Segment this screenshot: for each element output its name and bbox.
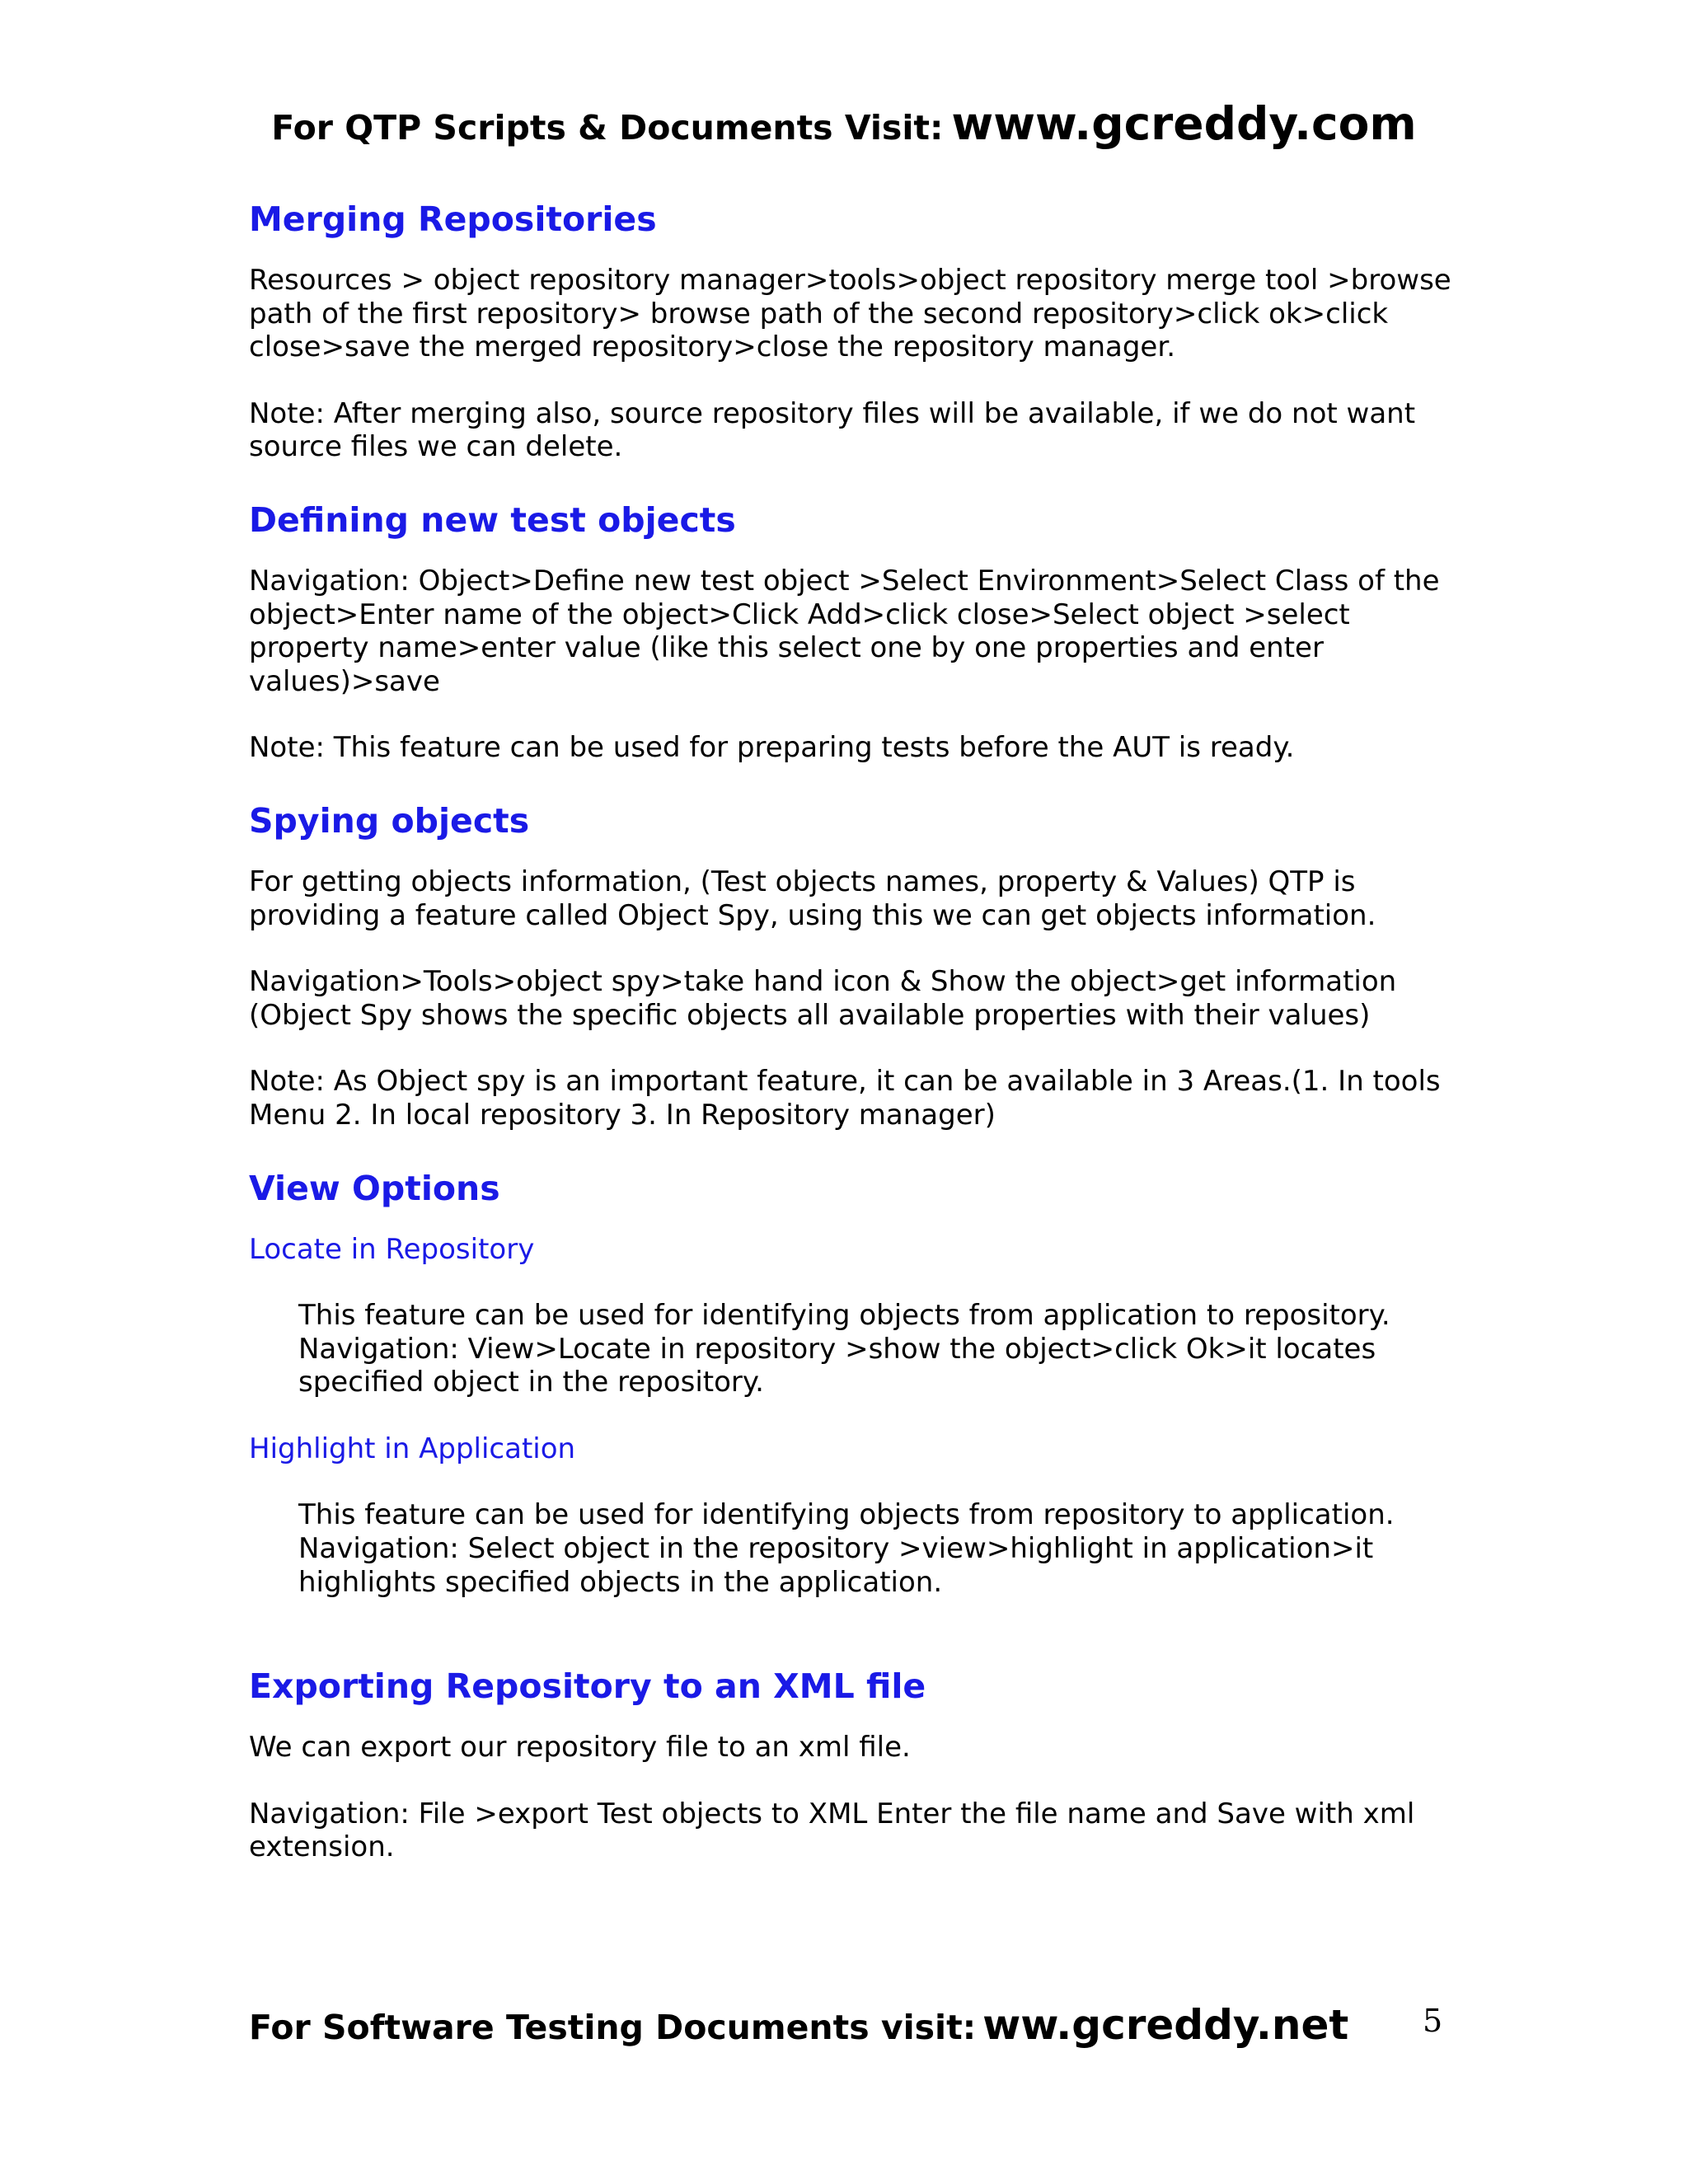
section-title-defining-test-objects: Defining new test objects <box>249 499 736 540</box>
highlight-in-application-block <box>298 1498 1452 1599</box>
defining-navigation: Navigation: Object>Define new test object >Select Environment>Select Class of the object>Enter name of the object>Click Add>click close>Select object >select property name>enter value (like this select one by one properties and enter values)>save <box>249 564 1440 698</box>
spying-note: Note: As Object spy is an important feature, it can be available in 3 Areas.(1. In tools Menu 2. In local repository 3. In Repository manager) <box>249 1065 1441 1132</box>
footer-site-link[interactable]: ww.gcreddy.net <box>982 2001 1349 2049</box>
exporting-navigation: Navigation: File >export Test objects to XML Enter the file name and Save with xml extension. <box>249 1797 1415 1864</box>
section-title-spying-objects: Spying objects <box>249 800 530 841</box>
page-footer <box>249 2001 1348 2049</box>
spying-navigation: Navigation>Tools>object spy>take hand icon & Show the object>get information (Object Spy shows the specific objects all available properties with their values) <box>249 965 1397 1032</box>
section-title-merging-repositories: Merging Repositories <box>249 199 657 239</box>
section-title-view-options: View Options <box>249 1168 500 1208</box>
page-header <box>0 97 1688 150</box>
locate-description: This feature can be used for identifying objects from application to repository. <box>298 1299 1390 1333</box>
highlight-description: This feature can be used for identifying objects from repository to application. <box>298 1498 1395 1532</box>
spying-paragraph-1: For getting objects information, (Test objects names, property & Values) QTP is providing a feature called Object Spy, using this we can get objects information. <box>249 865 1376 932</box>
footer-label: For Software Testing Documents visit: <box>249 2008 977 2047</box>
page-number: 5 <box>1423 2003 1443 2039</box>
exporting-paragraph-1: We can export our repository file to an xml file. <box>249 1731 911 1765</box>
highlight-navigation: Navigation: Select object in the repository >view>highlight in application>it highlights specified objects in the application. <box>298 1532 1374 1599</box>
locate-in-repository-block <box>298 1299 1452 1399</box>
section-title-exporting-repository: Exporting Repository to an XML file <box>249 1666 926 1707</box>
merging-note: Note: After merging also, source repository files will be available, if we do not want source files we can delete. <box>249 396 1416 464</box>
subsection-title-locate-in-repository: Locate in Repository <box>249 1232 535 1266</box>
page-content <box>249 194 1452 1864</box>
header-label: For QTP Scripts & Documents Visit: <box>271 108 944 148</box>
locate-navigation: Navigation: View>Locate in repository >show the object>click Ok>it locates specified object in the repository. <box>298 1332 1376 1399</box>
defining-note: Note: This feature can be used for preparing tests before the AUT is ready. <box>249 731 1295 765</box>
subsection-title-highlight-in-application: Highlight in Application <box>249 1432 576 1465</box>
merging-paragraph-1: Resources > object repository manager>tools>object repository merge tool >browse path of the first repository> browse path of the second repository>click ok>click close>save the merged repository>close the repository manager. <box>249 264 1451 364</box>
header-site-link[interactable]: www.gcreddy.com <box>951 97 1417 150</box>
